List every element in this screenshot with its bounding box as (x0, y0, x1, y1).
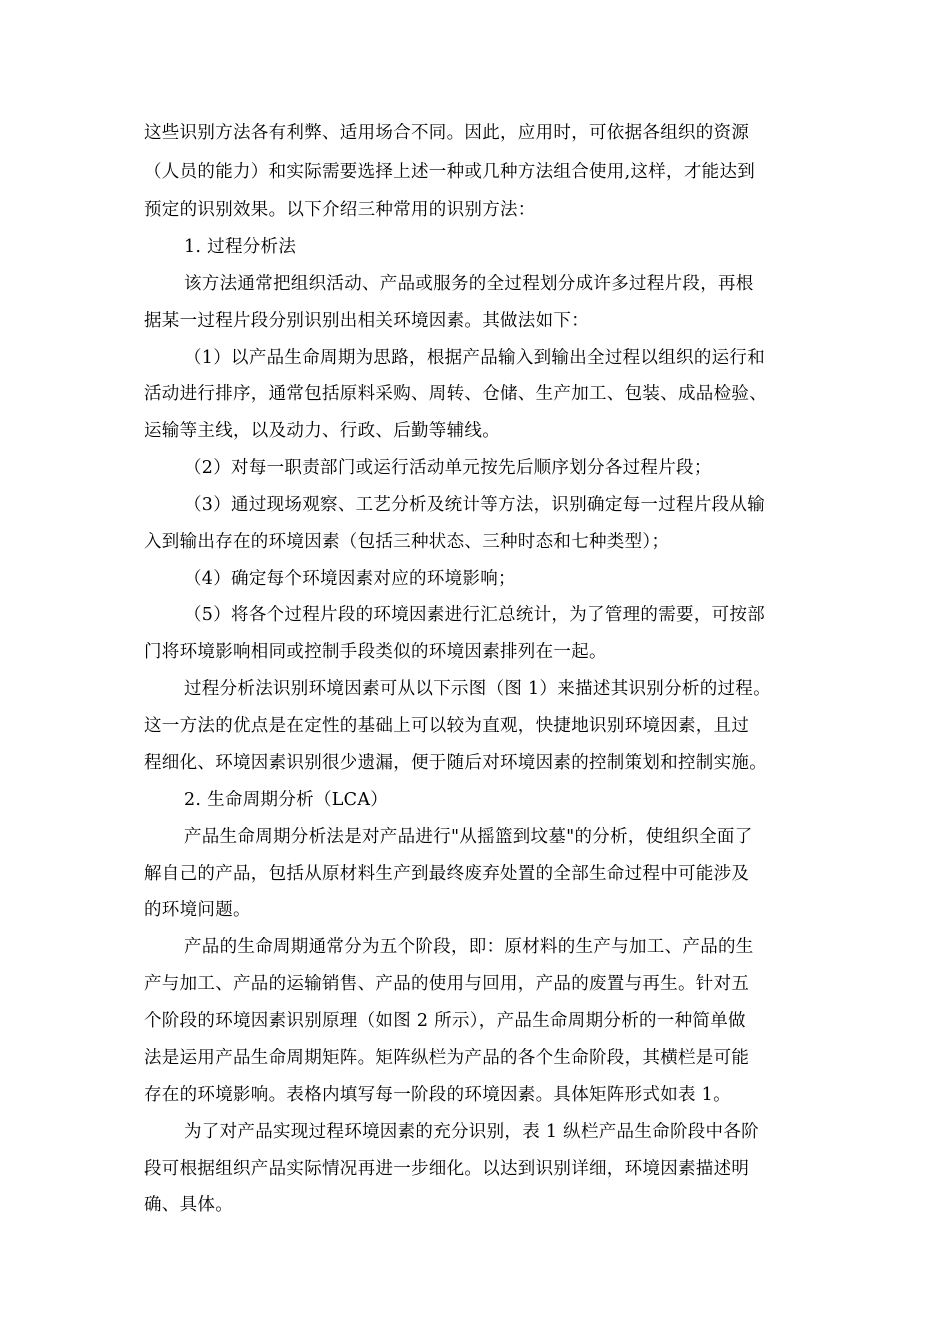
text-line: 产品的生命周期通常分为五个阶段，即：原材料的生产与加工、产品的生 (184, 937, 754, 957)
text-line: 为了对产品实现过程环境因素的充分识别，表 1 纵栏产品生命阶段中各阶 (184, 1122, 759, 1142)
text-line: 程细化、环境因素识别很少遗漏，便于随后对环境因素的控制策划和控制实施。 (144, 753, 767, 773)
list-item: （4）确定每个环境因素对应的环境影响； (184, 569, 516, 589)
list-item: （1）以产品生命周期为思路，根据产品输入到输出全过程以组织的运行和 (184, 348, 766, 368)
text-line: 段可根据组织产品实际情况再进一步细化。以达到识别详细，环境因素描述明 (144, 1159, 750, 1179)
section-heading: 2. 生命周期分析（LCA） (184, 790, 389, 810)
text-line: 过程分析法识别环境因素可从以下示图（图 1）来描述其识别分析的过程。 (184, 679, 771, 699)
text-line: 该方法通常把组织活动、产品或服务的全过程划分成许多过程片段，再根 (184, 274, 754, 294)
text-line: 入到输出存在的环境因素（包括三种状态、三种时态和七种类型）； (144, 532, 670, 552)
section-heading: 1. 过程分析法 (184, 237, 297, 257)
text-line: 产与加工、产品的运输销售、产品的使用与回用，产品的废置与再生。针对五 (144, 974, 750, 994)
text-line: 预定的识别效果。以下介绍三种常用的识别方法： (144, 200, 536, 220)
text-line: 这一方法的优点是在定性的基础上可以较为直观，快捷地识别环境因素，且过 (144, 716, 750, 736)
text-line: 据某一过程片段分别识别出相关环境因素。其做法如下： (144, 311, 589, 331)
text-line: 法是运用产品生命周期矩阵。矩阵纵栏为产品的各个生命阶段，其横栏是可能 (144, 1048, 750, 1068)
text-line: 门将环境影响相同或控制手段类似的环境因素排列在一起。 (144, 642, 607, 662)
list-item: （2）对每一职责部门或运行活动单元按先后顺序划分各过程片段； (184, 458, 712, 478)
list-item: （3）通过现场观察、工艺分析及统计等方法，识别确定每一过程片段从输 (184, 495, 766, 515)
text-line: 的环境问题。 (144, 900, 251, 920)
text-line: 运输等主线，以及动力、行政、后勤等辅线。 (144, 421, 500, 441)
text-line: 确、具体。 (144, 1195, 233, 1215)
text-line: 这些识别方法各有利弊、适用场合不同。因此，应用时，可依据各组织的资源 (144, 123, 750, 143)
text-line: 个阶段的环境因素识别原理（如图 2 所示），产品生命周期分析的一种简单做 (144, 1011, 746, 1031)
text-line: 产品生命周期分析法是对产品进行"从摇篮到坟墓"的分析，使组织全面了 (184, 827, 753, 847)
text-line: 存在的环境影响。表格内填写每一阶段的环境因素。具体矩阵形式如表 1。 (144, 1085, 731, 1105)
text-line: （人员的能力）和实际需要选择上述一种或几种方法组合使用,这样，才能达到 (144, 162, 756, 182)
text-line: 解自己的产品，包括从原材料生产到最终废弃处置的全部生命过程中可能涉及 (144, 864, 750, 884)
list-item: （5）将各个过程片段的环境因素进行汇总统计，为了管理的需要，可按部 (184, 605, 766, 625)
text-line: 活动进行排序，通常包括原料采购、周转、仓储、生产加工、包装、成品检验、 (144, 384, 767, 404)
